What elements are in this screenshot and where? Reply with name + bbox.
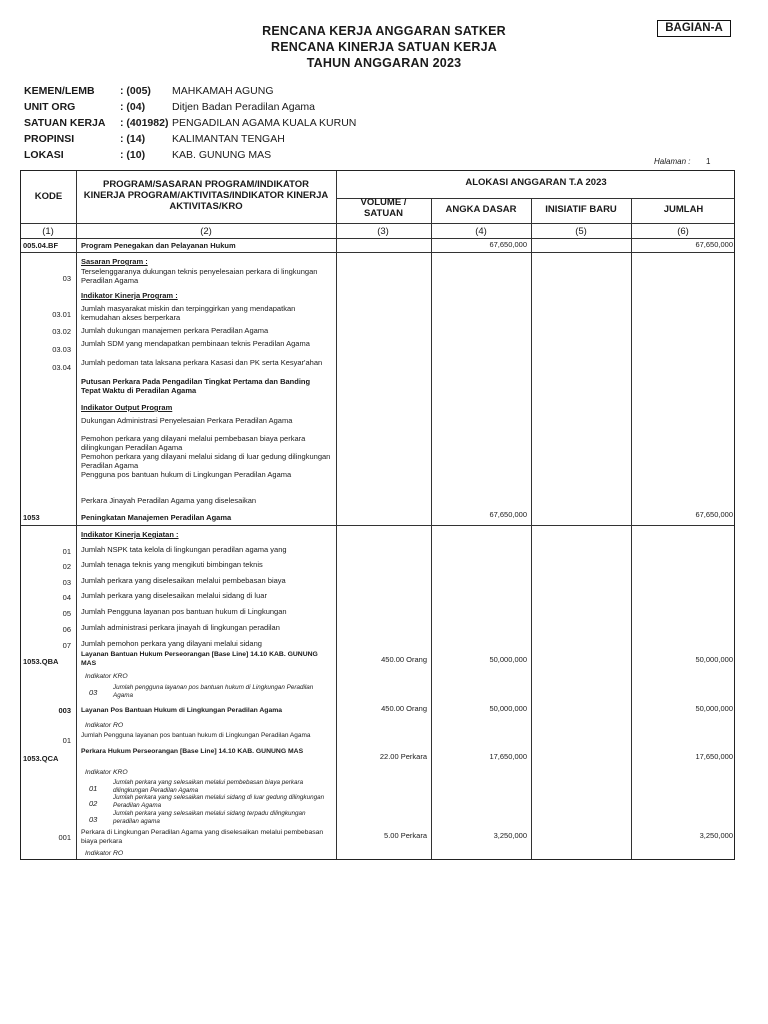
column-number: (4): [475, 226, 487, 237]
angka-dasar-value: 17,650,000: [489, 752, 527, 761]
row-code: 01: [62, 736, 71, 745]
row-description: Jumlah administrasi perkara jinayah di lingkungan peradilan: [81, 623, 280, 632]
column-number: (5): [575, 226, 587, 237]
header-divider: [21, 223, 734, 224]
activity-name: Peningkatan Manajemen Peradilan Agama: [81, 513, 232, 522]
row-code: 02: [62, 562, 71, 571]
row-code: 03.01: [52, 310, 71, 319]
row-code: 03: [89, 688, 98, 697]
row-code: 03: [62, 578, 71, 587]
budget-table: [20, 170, 735, 860]
jumlah-value: 17,650,000: [695, 752, 733, 761]
row-divider: [21, 525, 734, 526]
jumlah-value: 67,650,000: [695, 510, 733, 519]
section-heading: Indikator Kinerja Program :: [81, 291, 178, 300]
angka-dasar-value: 3,250,000: [493, 831, 527, 840]
kro-name: Layanan Bantuan Hukum Perseorangan [Base Line] 14.10 KAB. GUNUNG MAS: [81, 651, 318, 667]
meta-value: PENGADILAN AGAMA KUALA KURUN: [172, 117, 357, 129]
row-code: 01: [89, 784, 98, 793]
row-code: 1053.QCA: [23, 754, 59, 763]
volume-value: 22.00 Perkara: [379, 752, 427, 761]
row-code: 07: [62, 641, 71, 650]
report-title: RENCANA KERJA ANGGARAN SATKER: [262, 24, 506, 38]
volume-value: 450.00 Orang: [381, 704, 427, 713]
row-description: Jumlah Pengguna layanan pos bantuan hukum di Lingkungan Peradilan Agama: [81, 732, 311, 739]
row-description: Jumlah pengguna layanan pos bantuan hukum di Lingkungan Peradilan Agama: [113, 684, 314, 699]
row-description: Jumlah masyarakat miskin dan terpinggirkan yang mendapatkan kemudahan akses berperkara: [81, 304, 296, 322]
row-description: Jumlah pedoman tata laksana perkara Kasasi dan PK serta Kesyar'ahan: [81, 358, 323, 367]
meta-code: : (04): [120, 101, 146, 113]
kro-name: Perkara Hukum Perseorangan [Base Line] 14.10 KAB. GUNUNG MAS: [81, 748, 304, 755]
volume-value: 5.00 Perkara: [384, 831, 427, 840]
jumlah-value: 50,000,000: [695, 655, 733, 664]
header-divider: [21, 238, 734, 239]
row-description: Jumlah perkara yang selesaikan melalui pembebasan biaya perkara dilingkungan Peradilan Agama: [113, 779, 304, 794]
row-description: Pemohon perkara yang dilayani melalui sidang di luar gedung dilingkungan Peradilan Agama: [81, 452, 331, 470]
row-description: Jumlah perkara yang selesaikan melalui sidang terpadu dilingkungan peradilan agama: [113, 810, 306, 825]
row-description: Jumlah perkara yang diselesaikan melalui pembebasan biaya: [81, 576, 286, 585]
jumlah-value: 3,250,000: [699, 831, 733, 840]
row-description: Dukungan Administrasi Penyelesaian Perkara Peradilan Agama: [81, 416, 293, 425]
column-number: (1): [42, 226, 54, 237]
row-description: Jumlah pemohon perkara yang dilayani melalui sidang: [81, 639, 262, 648]
program-name: Program Penegakan dan Pelayanan Hukum: [81, 241, 236, 250]
row-code: 03.02: [52, 327, 71, 336]
jumlah-value: 67,650,000: [695, 240, 733, 249]
column-divider: [431, 198, 432, 859]
column-divider: [531, 198, 532, 859]
meta-code: : (401982): [120, 117, 169, 129]
meta-label: SATUAN KERJA: [24, 117, 106, 129]
header-volume: VOLUME / SATUAN: [360, 197, 407, 219]
row-description: Jumlah dukungan manajemen perkara Peradilan Agama: [81, 326, 269, 335]
meta-value: KALIMANTAN TENGAH: [172, 133, 285, 145]
row-description: Pengguna pos bantuan hukum di Lingkungan Peradilan Agama: [81, 470, 292, 479]
row-code: 001: [58, 833, 71, 842]
meta-label: UNIT ORG: [24, 101, 76, 113]
header-program: PROGRAM/SASARAN PROGRAM/INDIKATOR KINERJA PROGRAM/AKTIVITAS/INDIKATOR KINERJA AKTIVITAS/KRO: [83, 179, 329, 212]
row-description: Putusan Perkara Pada Pengadilan Tingkat Pertama dan Banding Tepat Waktu di Peradilan Agama: [81, 377, 311, 395]
bagian-badge: BAGIAN-A: [657, 20, 731, 37]
row-divider: [21, 252, 734, 253]
header-kode: KODE: [34, 191, 63, 202]
report-subtitle: RENCANA KINERJA SATUAN KERJA: [271, 40, 497, 54]
angka-dasar-value: 50,000,000: [489, 655, 527, 664]
column-divider: [336, 171, 337, 859]
ro-name: Layanan Pos Bantuan Hukum di Lingkungan Peradilan Agama: [81, 707, 283, 714]
header-jumlah: JUMLAH: [663, 204, 704, 215]
row-code: 03: [89, 815, 98, 824]
angka-dasar-value: 50,000,000: [489, 704, 527, 713]
angka-dasar-value: 67,650,000: [489, 510, 527, 519]
meta-value: KAB. GUNUNG MAS: [172, 149, 272, 161]
column-number: (6): [677, 226, 689, 237]
row-description: Pemohon perkara yang dilayani melalui pembebasan biaya perkara dilingkungan Peradilan Agama: [81, 434, 306, 452]
section-heading: Sasaran Program :: [81, 257, 148, 266]
page-number-label: Halaman :: [654, 157, 691, 166]
angka-dasar-value: 67,650,000: [489, 240, 527, 249]
row-code: 1053.QBA: [23, 657, 59, 666]
row-code: 03.03: [52, 345, 71, 354]
jumlah-value: 50,000,000: [695, 704, 733, 713]
row-code: 02: [89, 799, 98, 808]
header-inisiatif-baru: INISIATIF BARU: [545, 204, 617, 215]
column-number: (3): [377, 226, 389, 237]
meta-value: MAHKAMAH AGUNG: [172, 85, 274, 97]
volume-value: 450.00 Orang: [381, 655, 427, 664]
sub-heading: Indikator RO: [85, 850, 124, 857]
header-alokasi: ALOKASI ANGGARAN T.A 2023: [465, 177, 607, 188]
meta-label: KEMEN/LEMB: [24, 85, 95, 97]
report-year: TAHUN ANGGARAN 2023: [306, 56, 462, 70]
meta-code: : (10): [120, 149, 146, 161]
row-code: 1053: [23, 513, 40, 522]
row-code: 04: [62, 593, 71, 602]
meta-label: LOKASI: [24, 149, 64, 161]
page-number: 1: [706, 157, 711, 166]
row-description: Jumlah SDM yang mendapatkan pembinaan teknis Peradilan Agama: [81, 339, 310, 348]
sub-heading: Indikator RO: [85, 722, 124, 729]
row-description: Jumlah perkara yang selesaikan melalui sidang di luar gedung dilingkungan Peradilan Agama: [113, 794, 325, 809]
section-heading: Indikator Output Program: [81, 403, 173, 412]
section-heading: Indikator Kinerja Kegiatan :: [81, 530, 179, 539]
column-divider: [76, 171, 77, 859]
row-code: 003: [58, 706, 71, 715]
row-description: Jumlah Pengguna layanan pos bantuan hukum di Lingkungan: [81, 607, 287, 616]
column-divider: [631, 198, 632, 859]
meta-code: : (14): [120, 133, 146, 145]
row-code: 06: [62, 625, 71, 634]
row-description: Jumlah tenaga teknis yang mengikuti bimbingan teknis: [81, 560, 263, 569]
row-code: 05: [62, 609, 71, 618]
sub-heading: Indikator KRO: [85, 673, 128, 680]
ro-name: Perkara di Lingkungan Peradilan Agama yang diselesaikan melalui pembebasan biaya perkara: [81, 829, 324, 845]
row-code: 03.04: [52, 363, 71, 372]
header-angka-dasar: ANGKA DASAR: [445, 204, 517, 215]
row-description: Terselenggaranya dukungan teknis penyelesaian perkara di lingkungan Peradilan Agama: [81, 267, 318, 285]
meta-label: PROPINSI: [24, 133, 75, 145]
column-number: (2): [200, 226, 212, 237]
sub-heading: Indikator KRO: [85, 769, 128, 776]
row-code: 03: [62, 274, 71, 283]
meta-value: Ditjen Badan Peradilan Agama: [172, 101, 316, 113]
row-description: Jumlah NSPK tata kelola di lingkungan peradilan agama yang: [81, 545, 287, 554]
row-description: Perkara Jinayah Peradilan Agama yang diselesaikan: [81, 496, 257, 505]
row-code: 01: [62, 547, 71, 556]
row-description: Jumlah perkara yang diselesaikan melalui sidang di luar: [81, 591, 267, 600]
row-code: 005.04.BF: [23, 241, 59, 250]
meta-code: : (005): [120, 85, 151, 97]
